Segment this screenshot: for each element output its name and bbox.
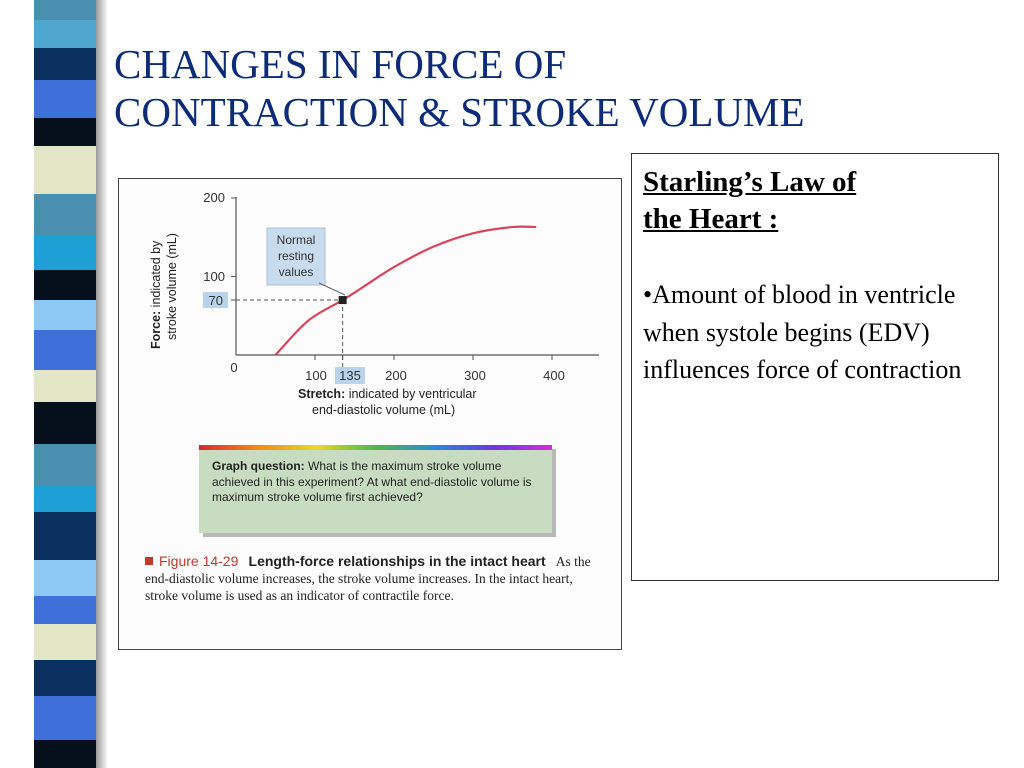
x-tick-label-135: 135	[339, 368, 361, 383]
normal-resting-point	[339, 296, 347, 304]
graph-question-text	[212, 459, 544, 506]
callout-line-2: resting	[277, 249, 315, 263]
y-axis-title-bold: Force:	[149, 310, 163, 349]
x-tick-label-300: 300	[464, 368, 486, 383]
callout-line-1: Normal	[276, 233, 316, 247]
y-tick-label-70: 70	[208, 293, 223, 308]
title-line-1: CHANGES IN FORCE OF	[114, 41, 567, 87]
origin-label: 0	[230, 360, 238, 375]
y-axis-title-rest: indicated by	[149, 240, 163, 311]
x-tick-label-200: 200	[385, 368, 407, 383]
starling-law-textbox	[631, 153, 999, 581]
callout-pointer	[319, 283, 345, 295]
length-force-chart	[119, 179, 621, 439]
x-tick-label-100: 100	[305, 368, 327, 383]
figure-panel	[118, 178, 622, 650]
x-axis-title	[298, 387, 477, 401]
y-tick-label-200: 200	[203, 190, 225, 205]
heading-line-1: Starling’s Law of	[643, 166, 857, 198]
x-tick-label-400: 400	[543, 368, 565, 383]
graph-question-box	[199, 445, 552, 533]
x-axis-title-rest: indicated by ventricular	[345, 387, 477, 401]
y-axis-title-line2: stroke volume (mL)	[165, 233, 179, 340]
spectrum-bar	[199, 445, 552, 450]
x-axis-title-bold: Stretch:	[298, 387, 346, 401]
y-tick-label-100: 100	[203, 269, 225, 284]
graph-question-body: What is the maximum stroke volume achieved in this experiment? At what end-diastolic volume is maximum stroke volume first achieved?	[212, 459, 532, 504]
textbox-body: •Amount of blood in ventricle when systole begins (EDV) influences force of contraction	[643, 280, 962, 384]
decorative-stripe	[34, 0, 96, 768]
caption-title: Length-force relationships in the intact heart	[248, 553, 546, 569]
caption-text: As the end-diastolic volume increases, the stroke volume increases. In the intact heart, stroke volume is used as an indicator of contractile force.	[145, 554, 591, 603]
textbox-heading	[643, 164, 988, 238]
heading-line-2: the Heart :	[643, 203, 779, 235]
caption-bullet-icon	[145, 557, 153, 565]
title-line-2: CONTRACTION & STROKE VOLUME	[114, 89, 805, 135]
figure-caption	[145, 553, 605, 604]
x-axis-title-line2: end-diastolic volume (mL)	[312, 403, 456, 417]
stripe-shadow	[96, 0, 108, 768]
graph-question-label: Graph question:	[212, 459, 305, 473]
slide-title	[114, 40, 1014, 136]
caption-figure-number: Figure 14-29	[159, 553, 239, 569]
callout-line-3: values	[278, 265, 314, 279]
y-axis-title	[149, 240, 163, 349]
